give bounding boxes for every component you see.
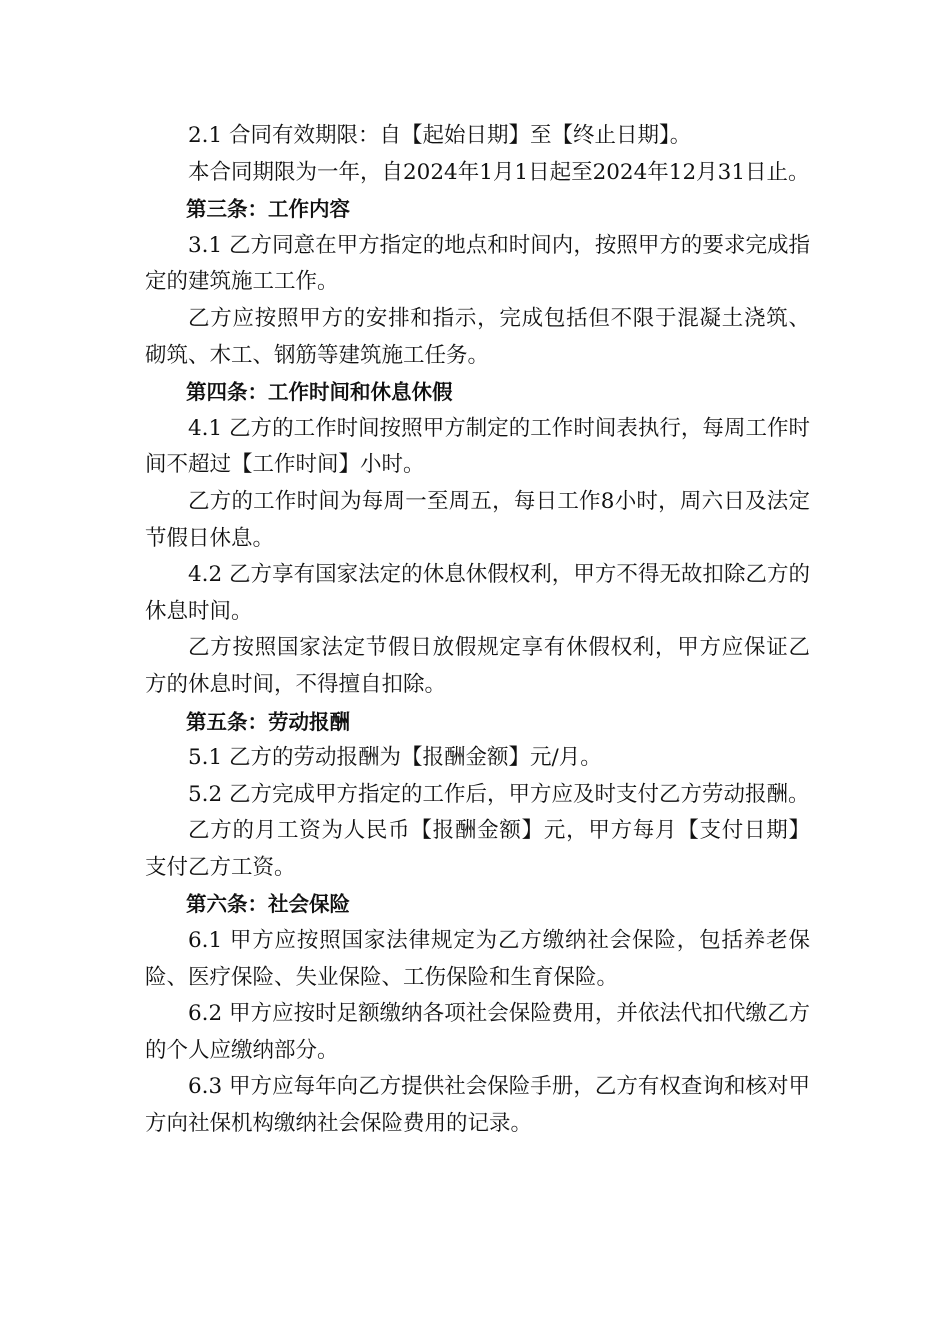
paragraph-4-2: 4.2 乙方享有国家法定的休息休假权利，甲方不得无故扣除乙方的休息时间。 [145,562,810,624]
article-4-heading: 第四条：工作时间和休息休假 [186,380,453,405]
paragraph-holiday-rights: 乙方按照国家法定节假日放假规定享有休假权利，甲方应保证乙方的休息时间，不得擅自扣除。 [145,635,810,697]
paragraph-2-1: 2.1 合同有效期限：自【起始日期】至【终止日期】。 [188,123,692,148]
paragraph-6-3: 6.3 甲方应每年向乙方提供社会保险手册，乙方有权查询和核对甲方向社保机构缴纳社会保险费用的记录。 [145,1074,810,1137]
article-3-heading: 第三条：工作内容 [186,197,350,222]
paragraph-work-hours: 乙方的工作时间为每周一至周五，每日工作8小时，周六日及法定节假日休息。 [145,488,810,551]
paragraph-6-1: 6.1 甲方应按照国家法律规定为乙方缴纳社会保险，包括养老保险、医疗保险、失业保险、工伤保险和生育保险。 [145,928,810,990]
paragraph-6-2: 6.2 甲方应按时足额缴纳各项社会保险费用，并依法代扣代缴乙方的个人应缴纳部分。 [145,1001,810,1063]
paragraph-contract-term: 本合同期限为一年，自2024年1月1日起至2024年12月31日止。 [188,159,810,185]
paragraph-5-2: 5.2 乙方完成甲方指定的工作后，甲方应及时支付乙方劳动报酬。 [188,781,810,807]
paragraph-5-1: 5.1 乙方的劳动报酬为【报酬金额】元/月。 [188,745,602,771]
paragraph-monthly-wage: 乙方的月工资为人民币【报酬金额】元，甲方每月【支付日期】支付乙方工资。 [145,818,810,880]
paragraph-work-tasks: 乙方应按照甲方的安排和指示，完成包括但不限于混凝土浇筑、砌筑、木工、钢筋等建筑施工任务。 [145,305,810,368]
article-5-heading: 第五条：劳动报酬 [186,709,350,734]
paragraph-4-1: 4.1 乙方的工作时间按照甲方制定的工作时间表执行，每周工作时间不超过【工作时间】小时。 [145,415,810,478]
paragraph-3-1: 3.1 乙方同意在甲方指定的地点和时间内，按照甲方的要求完成指定的建筑施工工作。 [145,232,810,295]
article-6-heading: 第六条：社会保险 [186,892,350,917]
document-body [145,118,810,1143]
